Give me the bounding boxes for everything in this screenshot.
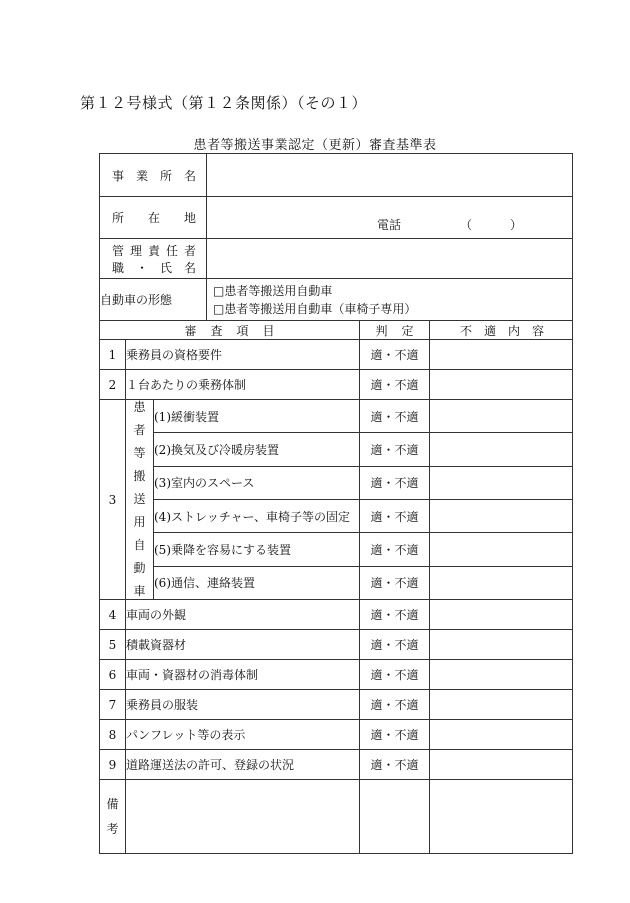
document-title: 患者等搬送事業認定（更新）審査基準表 xyxy=(193,138,437,153)
row-nonconformity[interactable] xyxy=(430,370,573,400)
row-verdict[interactable]: 適・不適 xyxy=(360,690,430,720)
row-nonconformity[interactable] xyxy=(430,720,573,750)
row-number: 9 xyxy=(100,750,126,780)
header-nonconformity: 不 適 内 容 xyxy=(430,321,573,340)
row-nonconformity[interactable] xyxy=(430,400,573,433)
manager-label: 管 理 責 任 者 職 ・ 氏 名 xyxy=(100,239,207,279)
row-nonconformity[interactable] xyxy=(430,499,573,532)
remarks-nonconformity-blank[interactable] xyxy=(430,780,573,854)
remarks-verdict-blank[interactable] xyxy=(360,780,430,854)
row-number: 2 xyxy=(100,370,126,400)
sub-item: (4)ストレッチャー、車椅子等の固定 xyxy=(154,499,360,532)
sub-item: (5)乗降を容易にする装置 xyxy=(154,533,360,566)
sub-item: (6)通信、連絡装置 xyxy=(154,566,360,599)
table-row xyxy=(100,370,573,400)
row-nonconformity[interactable] xyxy=(430,433,573,466)
row-nonconformity[interactable] xyxy=(430,340,573,370)
row-nonconformity[interactable] xyxy=(430,750,573,780)
manager-row xyxy=(100,239,573,279)
row-number: 7 xyxy=(100,690,126,720)
vehicle-type-options xyxy=(207,279,573,321)
row-verdict[interactable]: 適・不適 xyxy=(360,660,430,690)
row-item: 車両の外観 xyxy=(126,600,360,630)
office-name-label: 事 業 所 名 xyxy=(100,154,207,197)
row-number: 8 xyxy=(100,720,126,750)
row-nonconformity[interactable] xyxy=(430,466,573,499)
row-item: 乗務員の服装 xyxy=(126,690,360,720)
row-nonconformity[interactable] xyxy=(430,600,573,630)
office-name-row xyxy=(100,154,573,197)
table-row xyxy=(100,466,573,499)
form-code: 第１２号様式（第１２条関係）（その１） xyxy=(80,94,368,112)
table-row xyxy=(100,690,573,720)
row-item: 車両・資器材の消毒体制 xyxy=(126,660,360,690)
vehicle-type-label: 自動車の形態 xyxy=(100,279,207,321)
header-items: 審 査 項 目 xyxy=(100,321,360,340)
vehicle-type-row xyxy=(100,279,573,321)
sub-item: (3)室内のスペース xyxy=(154,466,360,499)
address-label: 所 在 地 xyxy=(100,197,207,239)
table-row xyxy=(100,660,573,690)
table-header-row xyxy=(100,321,573,340)
inspection-criteria-table xyxy=(99,153,573,854)
table-row xyxy=(100,630,573,660)
row-number: 6 xyxy=(100,660,126,690)
table-row xyxy=(100,433,573,466)
phone-paren-open: （ xyxy=(460,218,473,232)
row-item: 乗務員の資格要件 xyxy=(126,340,360,370)
office-name-value[interactable] xyxy=(207,154,573,197)
row-verdict[interactable]: 適・不適 xyxy=(360,600,430,630)
address-value[interactable] xyxy=(207,197,573,239)
sub-item: (1)緩衝装置 xyxy=(154,400,360,433)
address-row xyxy=(100,197,573,239)
phone-label: 電話 xyxy=(377,218,402,232)
phone-paren-close: ） xyxy=(510,218,523,232)
row-item: 道路運送法の許可、登録の状況 xyxy=(126,750,360,780)
remarks-row xyxy=(100,780,573,854)
row-item: 積載資器材 xyxy=(126,630,360,660)
row-nonconformity[interactable] xyxy=(430,566,573,599)
table-row xyxy=(100,340,573,370)
vehicle-option-wheelchair[interactable]: □患者等搬送用自動車（車椅子専用） xyxy=(213,301,417,316)
row-nonconformity[interactable] xyxy=(430,690,573,720)
row-verdict[interactable]: 適・不適 xyxy=(360,720,430,750)
row-verdict[interactable]: 適・不適 xyxy=(360,750,430,780)
row-number: 1 xyxy=(100,340,126,370)
row-verdict[interactable]: 適・不適 xyxy=(360,566,430,599)
row-verdict[interactable]: 適・不適 xyxy=(360,400,430,433)
row-nonconformity[interactable] xyxy=(430,660,573,690)
table-row xyxy=(100,400,573,433)
row-number: 4 xyxy=(100,600,126,630)
row-verdict[interactable]: 適・不適 xyxy=(360,533,430,566)
table-row xyxy=(100,533,573,566)
row-verdict[interactable]: 適・不適 xyxy=(360,630,430,660)
remarks-label: 備 考 xyxy=(100,780,126,854)
header-verdict: 判 定 xyxy=(360,321,430,340)
table-row xyxy=(100,499,573,532)
remarks-value[interactable] xyxy=(126,780,360,854)
table-row xyxy=(100,720,573,750)
row-nonconformity[interactable] xyxy=(430,630,573,660)
sub-item: (2)換気及び冷暖房装置 xyxy=(154,433,360,466)
row-verdict[interactable]: 適・不適 xyxy=(360,499,430,532)
row-item: パンフレット等の表示 xyxy=(126,720,360,750)
table-row xyxy=(100,600,573,630)
row-verdict[interactable]: 適・不適 xyxy=(360,340,430,370)
row-number: 3 xyxy=(100,400,126,600)
vehicle-option-standard[interactable]: □患者等搬送用自動車 xyxy=(213,283,333,298)
manager-value[interactable] xyxy=(207,239,573,279)
row-nonconformity[interactable] xyxy=(430,533,573,566)
vehicle-group-label: 患 者 等 搬 送 用 自 動 車 xyxy=(126,400,154,600)
row-verdict[interactable]: 適・不適 xyxy=(360,466,430,499)
row-number: 5 xyxy=(100,630,126,660)
table-row xyxy=(100,566,573,599)
row-verdict[interactable]: 適・不適 xyxy=(360,433,430,466)
table-row xyxy=(100,750,573,780)
row-item: １台あたりの乗務体制 xyxy=(126,370,360,400)
row-verdict[interactable]: 適・不適 xyxy=(360,370,430,400)
